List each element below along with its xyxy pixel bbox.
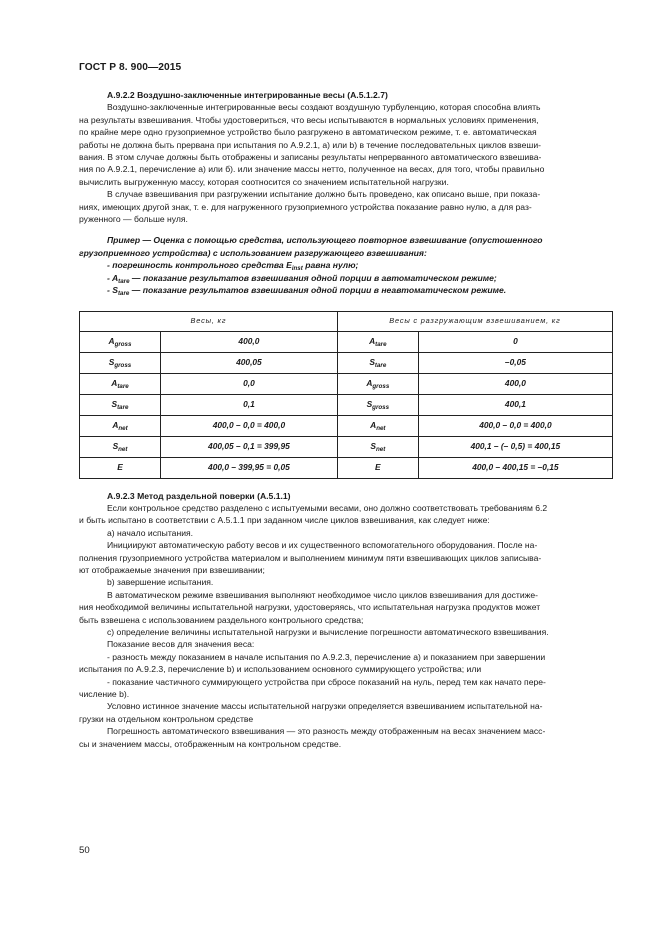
- symbol-cell: [337, 331, 418, 352]
- text-line: Воздушно-заключенные интегрированные весы создают воздушную турбуленцию, которая способна влиять: [107, 102, 541, 113]
- text-line: ния по А.9.2.1, перечисление а) или б). или значение массы нетто, полученное на весах, для того, чтобы правильно: [79, 164, 545, 175]
- symbol-cell: [80, 373, 161, 394]
- symbol-cell: [337, 394, 418, 415]
- example-line1: Пример — Оценка с помощью средства, использующего повторное взвешивание (опустошенного: [107, 235, 543, 246]
- text-line: - разность между показанием в начале испытания по А.9.2.3, перечисление а) и показанием при завершении: [107, 651, 546, 662]
- symbol: A: [366, 378, 373, 389]
- example-block: [79, 234, 614, 296]
- text-line: - показание частичного суммирующего устройства при сбросе показаний на нуль, перед тем как начато пере-: [107, 676, 546, 687]
- value-cell: 400,1: [418, 394, 612, 415]
- symbol-cell: [337, 415, 418, 436]
- value-cell: 400,05: [161, 352, 338, 373]
- symbol-subscript: net: [118, 446, 128, 454]
- symbol-subscript: net: [376, 425, 386, 433]
- value-cell: 400,05 – 0,1 = 399,95: [161, 436, 338, 457]
- text-line: ют отображаемые значения при взвешивании;: [79, 564, 265, 575]
- section-heading-a923: А.9.2.3 Метод раздельной поверки (А.5.1.1): [107, 490, 291, 501]
- value-cell: 400,0 – 400,15 = –0,15: [418, 457, 612, 478]
- page-number: 50: [79, 845, 90, 856]
- value-cell: 400,0 – 0,0 = 400,0: [161, 415, 338, 436]
- table-row: [80, 436, 613, 457]
- example-line2: грузоприемного устройства) с использованием разгружающего взвешивания:: [79, 247, 427, 258]
- text-line: Показание весов для значения веса:: [107, 639, 255, 650]
- symbol-cell: [80, 331, 161, 352]
- text-line: полнения грузоприемного устройства материалом и выполнением минимум пяти взвешивающих циклов записыва-: [79, 552, 542, 563]
- value-cell: 400,0 – 0,0 = 400,0: [418, 415, 612, 436]
- symbol-subscript: gross: [372, 383, 390, 391]
- text-line: сы и значением массы, отображенным на контрольном средстве.: [79, 738, 342, 749]
- symbol-subscript: tare: [374, 362, 387, 370]
- text-line: по крайне мере одно грузоприемное устройство было разгружено в автоматическом режиме, т. е. автоматическая: [79, 127, 537, 138]
- value-cell: 400,1 – (– 0,5) = 400,15: [418, 436, 612, 457]
- table-header-row: [80, 311, 613, 331]
- text-line: работы не должна быть прервана при испытания по А.9.2.1, а) или b) в течение последовательных циклов взвеши-: [79, 139, 541, 150]
- symbol-cell: [337, 373, 418, 394]
- symbol-subscript: gross: [372, 404, 390, 412]
- symbol-subscript: gross: [114, 362, 132, 370]
- symbol-cell: [337, 352, 418, 373]
- symbol-cell: [80, 436, 161, 457]
- symbol: S: [366, 399, 373, 410]
- text-line: грузки на отдельном контрольном средстве: [79, 713, 254, 724]
- symbol: S: [370, 441, 376, 452]
- value-cell: 0: [418, 331, 612, 352]
- text-line: а) начало испытания.: [107, 527, 194, 538]
- table-row: [80, 457, 613, 478]
- text-line: b) завершение испытания.: [107, 577, 214, 588]
- text-line: быть взвешена с использованием раздельного контрольного средства;: [79, 614, 364, 625]
- symbol-cell: [80, 352, 161, 373]
- value-cell: 400,0 – 399,95 = 0,05: [161, 457, 338, 478]
- results-table: [79, 311, 613, 479]
- symbol-subscript: net: [375, 446, 386, 454]
- header-weighing-instrument: Весы, кг: [80, 311, 338, 331]
- text-line: ниях, имеющих другой знак, т. е. для нагруженного грузоприемного устройства показание равно нулю, а для раз-: [79, 201, 532, 212]
- table-row: [80, 352, 613, 373]
- value-cell: 0,0: [161, 373, 338, 394]
- symbol-subscript: net: [118, 425, 128, 433]
- text-line: Условно истинное значение массы испытательной нагрузки определяется взвешиванием испытательной на-: [107, 701, 543, 712]
- symbol: A: [111, 378, 118, 389]
- text-line: Инициируют автоматическую работу весов и их существенного вспомогательного оборудования. После на-: [107, 540, 538, 551]
- symbol-cell: [80, 415, 161, 436]
- document-code: ГОСТ Р 8. 900—2015: [79, 62, 182, 73]
- table-row: [80, 394, 613, 415]
- symbol-subscript: gross: [114, 341, 132, 349]
- symbol-cell: [80, 457, 161, 478]
- symbol-cell: [80, 394, 161, 415]
- symbol: E: [375, 462, 381, 473]
- table-row: [80, 415, 613, 436]
- value-cell: –0,05: [418, 352, 612, 373]
- symbol: A: [369, 336, 376, 347]
- header-unloading-weighing: Весы с разгружающим взвешиванием, кг: [337, 311, 612, 331]
- section1-paragraph1: [79, 101, 614, 188]
- symbol-subscript: tare: [375, 341, 387, 349]
- value-cell: 400,0: [418, 373, 612, 394]
- symbol: A: [370, 420, 377, 431]
- value-cell: 400,0: [161, 331, 338, 352]
- text-line: числение b).: [79, 689, 130, 699]
- text-line: ния необходимой величины испытательной нагрузки, удостоверяясь, что испытательная нагрузка продуктов может: [79, 602, 541, 613]
- text-line: вычислить выгруженную массу, которая соотносится со значением испытательной нагрузки.: [79, 176, 449, 187]
- text-line: и быть испытано в соответствии с А.5.1.1 при заданном числе циклов взвешивания, как следует ниже:: [79, 515, 490, 526]
- example-bullet-stare: - $S_{tare}$ — показание результатов взвешивания одной порции в неавтоматическом режиме.: [107, 285, 507, 298]
- symbol-subscript: tare: [117, 383, 129, 391]
- table-row: [80, 331, 613, 352]
- symbol: S: [112, 441, 119, 452]
- section-a923: [79, 490, 614, 751]
- text-line: испытания по А.9.2.3, перечисление b) и использованием основного суммирующего устройства; или: [79, 664, 482, 675]
- text-line: руженного — больше нуля.: [79, 214, 188, 225]
- page-content: [79, 89, 614, 750]
- symbol-cell: [337, 457, 418, 478]
- section1-paragraph2: [79, 188, 614, 225]
- symbol-subscript: tare: [117, 404, 129, 412]
- symbol: A: [108, 336, 115, 347]
- symbol: E: [117, 462, 123, 473]
- symbol: S: [111, 399, 118, 410]
- symbol: S: [108, 357, 115, 368]
- text-line: вания. В этом случае должны быть отображены и записаны результаты непрерванного автоматического взвешива-: [79, 152, 542, 163]
- example-bullet-atare: - $A_{tare}$ — показание результатов взвешивания одной порции в автоматическом режиме;: [107, 272, 497, 285]
- table-row: [80, 373, 613, 394]
- text-line: на результаты взвешивания. Чтобы удостовериться, что весы испытываются в нормальных условиях применения,: [79, 114, 539, 125]
- text-line: Погрешность автоматического взвешивания — это разность между отображенным на весах значением масс-: [107, 726, 546, 737]
- text-line: Если контрольное средство разделено с испытуемыми весами, оно должно соответствовать требованиям 6.2: [107, 502, 548, 513]
- symbol: S: [369, 357, 375, 368]
- symbol-cell: [337, 436, 418, 457]
- section-heading-a922: А.9.2.2 Воздушно-заключенные интегрированные весы (А.5.1.2.7): [107, 90, 388, 100]
- example-bullet-einst: - погрешность контрольного средства $E_{inst}$ равна нулю;: [107, 260, 359, 273]
- text-line: В автоматическом режиме взвешивания выполняют необходимое число циклов взвешивания для достиже-: [107, 589, 539, 600]
- value-cell: 0,1: [161, 394, 338, 415]
- symbol: A: [112, 420, 119, 431]
- text-line: В случае взвешивания при разгружении испытание должно быть проведено, как описано выше, при показа-: [107, 189, 541, 200]
- text-line: с) определение величины испытательной нагрузки и вычисление погрешности автоматического взвешивания.: [107, 626, 549, 637]
